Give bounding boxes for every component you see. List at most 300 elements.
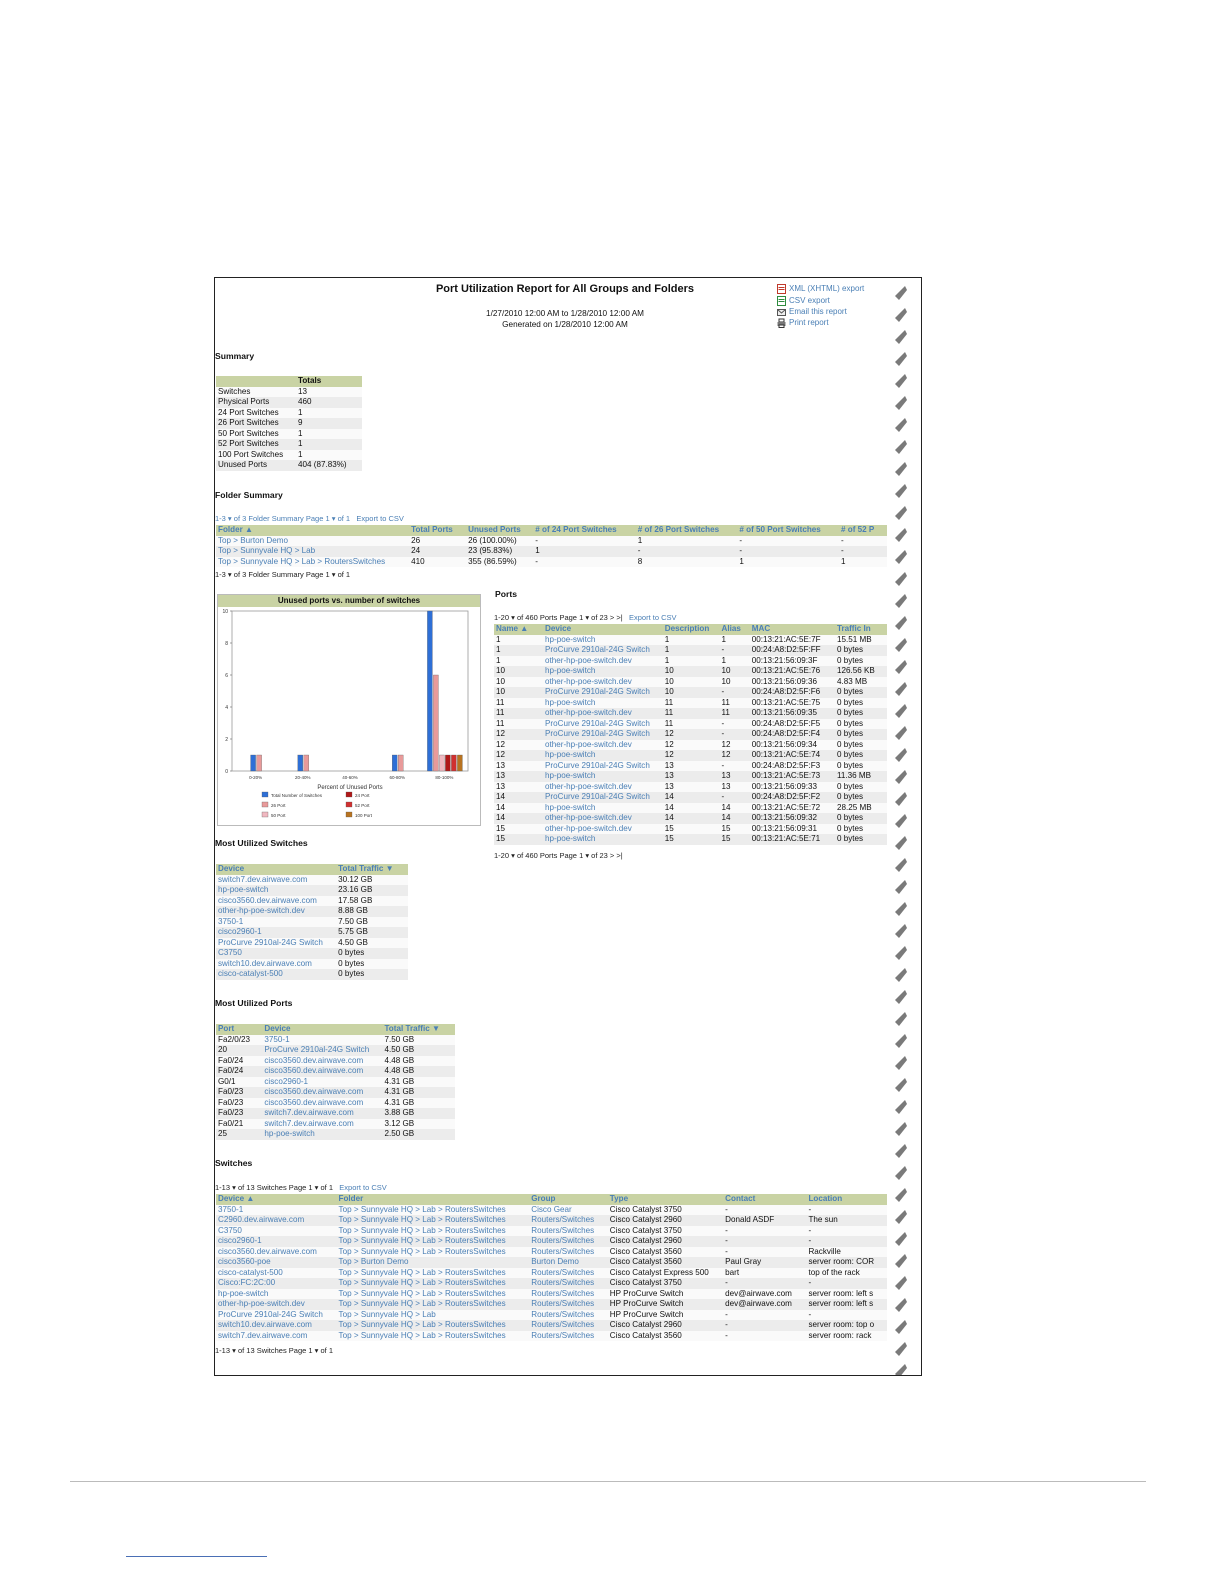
print-report-link[interactable]: [777, 318, 881, 328]
switches-cell[interactable]: Cisco Gear: [529, 1205, 608, 1216]
summary-cell: 404 (87.83%): [296, 460, 362, 471]
export-links: [777, 284, 881, 328]
mus-cell[interactable]: other-hp-poe-switch.dev: [216, 906, 336, 917]
mup-header-0[interactable]: Port: [216, 1024, 262, 1035]
ports-cell: 14: [494, 813, 543, 824]
mup-header-1[interactable]: Device: [262, 1024, 382, 1035]
switches-cell[interactable]: Routers/Switches: [529, 1331, 608, 1342]
folder-cell: -: [533, 536, 635, 547]
mus-row: [216, 959, 408, 970]
switches-cell[interactable]: Routers/Switches: [529, 1310, 608, 1321]
ports-pager-text: 1-20 ▾ of 460 Ports Page 1 ▾ of 23 > >|: [494, 613, 623, 622]
ports-cell[interactable]: other-hp-poe-switch.dev: [543, 782, 663, 793]
ports-cell[interactable]: hp-poe-switch: [543, 750, 663, 761]
chart-legend-swatch: [346, 812, 352, 817]
summary-cell: Unused Ports: [216, 460, 296, 471]
switches-cell[interactable]: ProCurve 2910al-24G Switch: [216, 1310, 337, 1321]
mup-cell[interactable]: switch7.dev.airwave.com: [262, 1119, 382, 1130]
switches-row: [216, 1310, 887, 1321]
mus-cell: 0 bytes: [336, 969, 408, 980]
switches-cell: Cisco Catalyst 3750: [608, 1278, 723, 1289]
switches-cell[interactable]: Routers/Switches: [529, 1320, 608, 1331]
mus-row: [216, 948, 408, 959]
switches-row: [216, 1299, 887, 1310]
ports-cell: 15: [663, 824, 720, 835]
switches-cell[interactable]: Routers/Switches: [529, 1299, 608, 1310]
mup-cell[interactable]: cisco3560.dev.airwave.com: [262, 1098, 382, 1109]
ports-cell[interactable]: other-hp-poe-switch.dev: [543, 708, 663, 719]
summary-cell: 24 Port Switches: [216, 408, 296, 419]
mus-cell[interactable]: cisco-catalyst-500: [216, 969, 336, 980]
ports-cell: 00:13:21:56:09:35: [750, 708, 835, 719]
mus-cell: 8.88 GB: [336, 906, 408, 917]
ports-cell: 00:13:21:AC:5E:72: [750, 803, 835, 814]
folder-summary-body: [216, 536, 887, 568]
torn-edge-shadow: [895, 1210, 907, 1224]
torn-edge-shadow: [895, 902, 907, 916]
ports-cell: 0 bytes: [835, 645, 887, 656]
switches-cell: -: [723, 1320, 806, 1331]
ports-row: [494, 729, 887, 740]
folder-header-3[interactable]: # of 24 Port Switches: [533, 525, 635, 536]
folder-cell: -: [636, 546, 738, 557]
mus-row: [216, 906, 408, 917]
summary-cell: 100 Port Switches: [216, 450, 296, 461]
chart-y-tick-label: 2: [225, 737, 228, 743]
ports-cell: 00:13:21:AC:5E:7F: [750, 635, 835, 646]
switches-row: [216, 1236, 887, 1247]
report-generated: Generated on 1/28/2010 12:00 AM: [502, 320, 628, 329]
ports-cell: 00:24:A8:D2:5F:F4: [750, 729, 835, 740]
switches-cell[interactable]: C2960.dev.airwave.com: [216, 1215, 337, 1226]
switches-cell[interactable]: Top > Burton Demo: [337, 1257, 530, 1268]
folder-header-5[interactable]: # of 50 Port Switches: [737, 525, 839, 536]
switches-cell: -: [806, 1310, 887, 1321]
switches-cell: -: [806, 1236, 887, 1247]
mup-cell[interactable]: hp-poe-switch: [262, 1129, 382, 1140]
ports-cell: 0 bytes: [835, 813, 887, 824]
ports-cell: 15: [494, 834, 543, 845]
ports-cell: 1: [663, 635, 720, 646]
chart-legend-label: Total Number of Switches: [271, 793, 323, 798]
switches-cell: -: [723, 1226, 806, 1237]
ports-cell[interactable]: ProCurve 2910al-24G Switch: [543, 792, 663, 803]
ports-cell: 14: [720, 803, 750, 814]
switches-header-3[interactable]: Type: [608, 1194, 723, 1205]
switches-cell[interactable]: Burton Demo: [529, 1257, 608, 1268]
switches-cell: HP ProCurve Switch: [608, 1310, 723, 1321]
ports-cell[interactable]: other-hp-poe-switch.dev: [543, 824, 663, 835]
summary-cell: Switches: [216, 387, 296, 398]
switches-cell[interactable]: Top > Sunnyvale HQ > Lab > RoutersSwitches: [337, 1236, 530, 1247]
mus-cell[interactable]: cisco3560.dev.airwave.com: [216, 896, 336, 907]
ports-cell: 00:13:21:AC:5E:73: [750, 771, 835, 782]
ports-header-row: [494, 624, 887, 635]
mup-cell: 2.50 GB: [382, 1129, 455, 1140]
switches-cell: The sun: [806, 1215, 887, 1226]
ports-cell[interactable]: hp-poe-switch: [543, 803, 663, 814]
switches-cell[interactable]: C3750: [216, 1226, 337, 1237]
chart-x-tick-label: 40-60%: [342, 775, 358, 780]
ports-cell: 12: [494, 740, 543, 751]
ports-row: [494, 708, 887, 719]
ports-cell[interactable]: other-hp-poe-switch.dev: [543, 677, 663, 688]
ports-header-0[interactable]: Name ▲: [494, 624, 543, 635]
ports-cell: 00:13:21:56:09:36: [750, 677, 835, 688]
folder-cell: 1: [737, 557, 839, 568]
chart-y-tick-label: 4: [225, 705, 228, 711]
summary-cell: 13: [296, 387, 362, 398]
ports-cell: 14: [494, 803, 543, 814]
mus-cell[interactable]: hp-poe-switch: [216, 885, 336, 896]
folder-summary-pager-top[interactable]: [215, 514, 404, 525]
chart-bar: [304, 755, 309, 771]
ports-cell[interactable]: ProCurve 2910al-24G Switch: [543, 687, 663, 698]
switches-cell: -: [723, 1247, 806, 1258]
summary-row: [216, 429, 362, 440]
ports-row: [494, 666, 887, 677]
ports-cell: 11: [494, 708, 543, 719]
ports-cell: 13: [663, 782, 720, 793]
switches-cell[interactable]: Top > Sunnyvale HQ > Lab > RoutersSwitches: [337, 1331, 530, 1342]
mus-cell: 0 bytes: [336, 959, 408, 970]
mus-row: [216, 969, 408, 980]
summary-cell: 460: [296, 397, 362, 408]
ports-header-5[interactable]: Traffic In: [835, 624, 887, 635]
switches-cell[interactable]: switch7.dev.airwave.com: [216, 1331, 337, 1342]
most-utilized-switches-heading: Most Utilized Switches: [215, 838, 308, 848]
switches-cell[interactable]: hp-poe-switch: [216, 1289, 337, 1300]
switches-cell[interactable]: cisco3560-poe: [216, 1257, 337, 1268]
ports-row: [494, 792, 887, 803]
ports-cell: 12: [720, 750, 750, 761]
switches-cell[interactable]: Routers/Switches: [529, 1215, 608, 1226]
folder-summary-pager-text: 1-3 ▾ of 3 Folder Summary Page 1 ▾ of 1: [215, 514, 351, 523]
ports-header-4[interactable]: MAC: [750, 624, 835, 635]
torn-edge-shadow: [895, 770, 907, 784]
mup-cell: 4.31 GB: [382, 1098, 455, 1109]
chart-x-tick-label: 60-80%: [389, 775, 405, 780]
folder-row: [216, 546, 887, 557]
torn-edge-shadow: [895, 1254, 907, 1268]
ports-row: [494, 803, 887, 814]
folder-summary-table: [216, 525, 887, 567]
ports-cell: 0 bytes: [835, 708, 887, 719]
folder-summary-pager-bottom[interactable]: 1-3 ▾ of 3 Folder Summary Page 1 ▾ of 1: [215, 570, 351, 579]
ports-cell: 1: [663, 656, 720, 667]
ports-cell: 00:24:A8:D2:5F:F2: [750, 792, 835, 803]
summary-cell: 26 Port Switches: [216, 418, 296, 429]
ports-cell: 14: [720, 813, 750, 824]
ports-cell[interactable]: ProCurve 2910al-24G Switch: [543, 719, 663, 730]
folder-header-1[interactable]: Total Ports: [409, 525, 466, 536]
mup-cell: Fa0/23: [216, 1098, 262, 1109]
ports-pager-bottom[interactable]: 1-20 ▾ of 460 Ports Page 1 ▾ of 23 > >|: [494, 851, 623, 860]
mup-cell[interactable]: cisco3560.dev.airwave.com: [262, 1066, 382, 1077]
switches-cell[interactable]: Top > Sunnyvale HQ > Lab > RoutersSwitches: [337, 1268, 530, 1279]
folder-cell[interactable]: Top > Sunnyvale HQ > Lab > RoutersSwitches: [216, 557, 409, 568]
switches-cell[interactable]: Cisco:FC:2C:00: [216, 1278, 337, 1289]
mus-cell: 17.58 GB: [336, 896, 408, 907]
ports-cell[interactable]: other-hp-poe-switch.dev: [543, 656, 663, 667]
folder-cell: 8: [636, 557, 738, 568]
ports-cell: 1: [720, 635, 750, 646]
mup-cell[interactable]: cisco2960-1: [262, 1077, 382, 1088]
switches-cell[interactable]: Top > Sunnyvale HQ > Lab > RoutersSwitches: [337, 1299, 530, 1310]
mus-row: [216, 875, 408, 886]
ports-header-3[interactable]: Alias: [720, 624, 750, 635]
ports-cell: 0 bytes: [835, 792, 887, 803]
switches-cell[interactable]: Top > Sunnyvale HQ > Lab: [337, 1310, 530, 1321]
switches-row: [216, 1257, 887, 1268]
folder-cell: 26: [409, 536, 466, 547]
folder-summary-export-csv[interactable]: Export to CSV: [356, 514, 404, 523]
mus-cell[interactable]: cisco2960-1: [216, 927, 336, 938]
email-report-link[interactable]: [777, 307, 881, 317]
ports-cell: 4.83 MB: [835, 677, 887, 688]
mup-cell: 4.50 GB: [382, 1045, 455, 1056]
mus-header-1[interactable]: Total Traffic ▼: [336, 864, 408, 875]
mus-header-0[interactable]: Device: [216, 864, 336, 875]
ports-cell[interactable]: ProCurve 2910al-24G Switch: [543, 645, 663, 656]
summary-cell: 52 Port Switches: [216, 439, 296, 450]
mus-cell: 30.12 GB: [336, 875, 408, 886]
switches-cell[interactable]: switch10.dev.airwave.com: [216, 1320, 337, 1331]
summary-row: [216, 418, 362, 429]
switches-cell[interactable]: Top > Sunnyvale HQ > Lab > RoutersSwitches: [337, 1215, 530, 1226]
ports-cell: 15: [663, 834, 720, 845]
mup-row: [216, 1087, 455, 1098]
summary-blank-header: [216, 376, 296, 387]
mup-cell: 4.31 GB: [382, 1077, 455, 1088]
mup-row: [216, 1119, 455, 1130]
ports-pager-top[interactable]: [494, 613, 677, 624]
mup-cell: Fa2/0/23: [216, 1035, 262, 1046]
ports-cell: 00:24:A8:D2:5F:F6: [750, 687, 835, 698]
torn-edge-decoration: [887, 278, 921, 1375]
ports-cell: 00:13:21:AC:5E:71: [750, 834, 835, 845]
mus-cell[interactable]: 3750-1: [216, 917, 336, 928]
switches-heading: Switches: [215, 1158, 253, 1168]
mus-row: [216, 927, 408, 938]
mus-header-row: [216, 864, 408, 875]
ports-cell: 10: [720, 677, 750, 688]
switches-cell[interactable]: cisco3560.dev.airwave.com: [216, 1247, 337, 1258]
ports-cell: -: [720, 645, 750, 656]
switches-row: [216, 1226, 887, 1237]
ports-cell: 10: [494, 677, 543, 688]
ports-header-1[interactable]: Device: [543, 624, 663, 635]
xml-export-label: XML (XHTML) export: [789, 284, 865, 293]
mus-cell: 23.16 GB: [336, 885, 408, 896]
folder-cell[interactable]: Top > Sunnyvale HQ > Lab: [216, 546, 409, 557]
switches-cell[interactable]: Routers/Switches: [529, 1226, 608, 1237]
switches-header-2[interactable]: Group: [529, 1194, 608, 1205]
switches-cell[interactable]: Routers/Switches: [529, 1268, 608, 1279]
torn-edge-shadow: [895, 594, 907, 608]
switches-row: [216, 1268, 887, 1279]
ports-cell[interactable]: ProCurve 2910al-24G Switch: [543, 761, 663, 772]
mus-cell[interactable]: C3750: [216, 948, 336, 959]
ports-cell: -: [720, 687, 750, 698]
ports-cell[interactable]: other-hp-poe-switch.dev: [543, 813, 663, 824]
folder-summary-header-row: [216, 525, 887, 536]
mup-cell[interactable]: cisco3560.dev.airwave.com: [262, 1087, 382, 1098]
summary-heading: Summary: [215, 351, 255, 361]
mus-cell[interactable]: switch10.dev.airwave.com: [216, 959, 336, 970]
chart-bar: [451, 755, 456, 771]
switches-cell[interactable]: other-hp-poe-switch.dev: [216, 1299, 337, 1310]
most-utilized-ports-heading: Most Utilized Ports: [215, 998, 293, 1008]
summary-cell: 1: [296, 450, 362, 461]
csv-export-label: CSV export: [789, 296, 830, 305]
ports-cell: -: [720, 761, 750, 772]
ports-row: [494, 687, 887, 698]
mup-cell[interactable]: cisco3560.dev.airwave.com: [262, 1056, 382, 1067]
ports-cell: 00:13:21:AC:5E:75: [750, 698, 835, 709]
chart-bar: [398, 755, 403, 771]
mus-row: [216, 938, 408, 949]
switches-header-1[interactable]: Folder: [337, 1194, 530, 1205]
switches-cell[interactable]: cisco-catalyst-500: [216, 1268, 337, 1279]
folder-cell: 26 (100.00%): [466, 536, 533, 547]
chart-legend-label: 50 Port: [271, 813, 286, 818]
switches-pager-bottom[interactable]: 1-13 ▾ of 13 Switches Page 1 ▾ of 1: [215, 1346, 334, 1355]
ports-cell: 0 bytes: [835, 687, 887, 698]
ports-cell: 1: [494, 635, 543, 646]
ports-cell: 1: [494, 645, 543, 656]
torn-edge-shadow: [895, 814, 907, 828]
ports-header-2[interactable]: Description: [663, 624, 720, 635]
folder-header-4[interactable]: # of 26 Port Switches: [636, 525, 738, 536]
xml-export-link[interactable]: [777, 284, 881, 294]
switches-cell[interactable]: Routers/Switches: [529, 1289, 608, 1300]
ports-cell: 0 bytes: [835, 729, 887, 740]
mup-row: [216, 1056, 455, 1067]
switches-header-4[interactable]: Contact: [723, 1194, 806, 1205]
most-utilized-ports-table: [216, 1024, 455, 1140]
switches-cell[interactable]: Top > Sunnyvale HQ > Lab > RoutersSwitches: [337, 1247, 530, 1258]
ports-cell: 0 bytes: [835, 719, 887, 730]
email-icon: [777, 307, 786, 317]
mus-cell[interactable]: ProCurve 2910al-24G Switch: [216, 938, 336, 949]
torn-edge-shadow: [895, 638, 907, 652]
chart-bar: [392, 755, 397, 771]
switches-header-0[interactable]: Device ▲: [216, 1194, 337, 1205]
ports-cell: 13: [663, 771, 720, 782]
ports-cell: 0 bytes: [835, 824, 887, 835]
ports-cell: 11: [494, 719, 543, 730]
switches-row: [216, 1278, 887, 1289]
folder-header-0[interactable]: Folder ▲: [216, 525, 409, 536]
chart-bar: [433, 675, 438, 771]
mup-cell[interactable]: 3750-1: [262, 1035, 382, 1046]
ports-row: [494, 677, 887, 688]
switches-header-5[interactable]: Location: [806, 1194, 887, 1205]
summary-row: [216, 439, 362, 450]
ports-cell: 00:13:21:AC:5E:74: [750, 750, 835, 761]
switches-cell[interactable]: Top > Sunnyvale HQ > Lab > RoutersSwitches: [337, 1226, 530, 1237]
summary-cell: 50 Port Switches: [216, 429, 296, 440]
switches-cell[interactable]: Top > Sunnyvale HQ > Lab > RoutersSwitches: [337, 1205, 530, 1216]
switches-cell[interactable]: Routers/Switches: [529, 1247, 608, 1258]
ports-cell: 1: [494, 656, 543, 667]
switches-cell: Cisco Catalyst 3560: [608, 1247, 723, 1258]
folder-cell[interactable]: Top > Burton Demo: [216, 536, 409, 547]
ports-cell: 12: [663, 729, 720, 740]
ports-cell[interactable]: hp-poe-switch: [543, 771, 663, 782]
ports-cell: 11: [494, 698, 543, 709]
csv-export-link[interactable]: [777, 296, 881, 306]
print-report-label: Print report: [789, 318, 829, 327]
switches-cell: -: [806, 1205, 887, 1216]
switches-cell[interactable]: Top > Sunnyvale HQ > Lab > RoutersSwitches: [337, 1278, 530, 1289]
chart-x-axis-label: Percent of Unused Ports: [317, 785, 383, 791]
chart-x-tick-label: 20-40%: [295, 775, 311, 780]
switches-cell[interactable]: Routers/Switches: [529, 1236, 608, 1247]
switches-cell[interactable]: cisco2960-1: [216, 1236, 337, 1247]
ports-cell[interactable]: ProCurve 2910al-24G Switch: [543, 729, 663, 740]
folder-cell: 1: [533, 546, 635, 557]
ports-cell: 13: [494, 761, 543, 772]
mup-cell: 7.50 GB: [382, 1035, 455, 1046]
switches-cell[interactable]: Routers/Switches: [529, 1278, 608, 1289]
mup-row: [216, 1108, 455, 1119]
switches-cell[interactable]: Top > Sunnyvale HQ > Lab > RoutersSwitches: [337, 1320, 530, 1331]
ports-cell[interactable]: other-hp-poe-switch.dev: [543, 740, 663, 751]
ports-cell: 00:24:A8:D2:5F:F3: [750, 761, 835, 772]
ports-cell[interactable]: hp-poe-switch: [543, 635, 663, 646]
ports-export-csv[interactable]: Export to CSV: [629, 613, 677, 622]
mup-cell[interactable]: switch7.dev.airwave.com: [262, 1108, 382, 1119]
switches-table: [216, 1194, 887, 1341]
ports-cell[interactable]: hp-poe-switch: [543, 698, 663, 709]
summary-totals-header: Totals: [296, 376, 362, 387]
folder-header-6[interactable]: # of 52 P: [839, 525, 887, 536]
mus-cell: 7.50 GB: [336, 917, 408, 928]
switches-cell[interactable]: Top > Sunnyvale HQ > Lab > RoutersSwitches: [337, 1289, 530, 1300]
switches-cell: Cisco Catalyst 2960: [608, 1236, 723, 1247]
footer-link-underline: [126, 1556, 267, 1557]
most-utilized-switches-table: [216, 864, 408, 980]
ports-cell: 00:24:A8:D2:5F:F5: [750, 719, 835, 730]
mup-cell[interactable]: ProCurve 2910al-24G Switch: [262, 1045, 382, 1056]
chart-y-tick-label: 6: [225, 673, 228, 679]
ports-heading: Ports: [495, 589, 517, 599]
summary-cell: 1: [296, 408, 362, 419]
folder-header-2[interactable]: Unused Ports: [466, 525, 533, 536]
ports-cell[interactable]: hp-poe-switch: [543, 666, 663, 677]
mus-cell[interactable]: switch7.dev.airwave.com: [216, 875, 336, 886]
ports-cell: 15: [494, 824, 543, 835]
ports-cell: 10: [663, 687, 720, 698]
csv-file-icon: [777, 296, 786, 306]
summary-cell: 1: [296, 439, 362, 450]
ports-cell[interactable]: hp-poe-switch: [543, 834, 663, 845]
ports-cell: 00:13:21:56:09:33: [750, 782, 835, 793]
switches-cell: server room: rack: [806, 1331, 887, 1342]
mup-cell: 4.48 GB: [382, 1066, 455, 1077]
chart-y-tick-label: 0: [225, 769, 228, 775]
switches-cell[interactable]: 3750-1: [216, 1205, 337, 1216]
switches-export-csv[interactable]: Export to CSV: [339, 1183, 387, 1192]
switches-pager-top[interactable]: [215, 1183, 387, 1194]
torn-edge-shadow: [895, 550, 907, 564]
ports-row: [494, 645, 887, 656]
switches-cell: Cisco Catalyst Express 500: [608, 1268, 723, 1279]
mup-header-2[interactable]: Total Traffic ▼: [382, 1024, 455, 1035]
switches-row: [216, 1215, 887, 1226]
